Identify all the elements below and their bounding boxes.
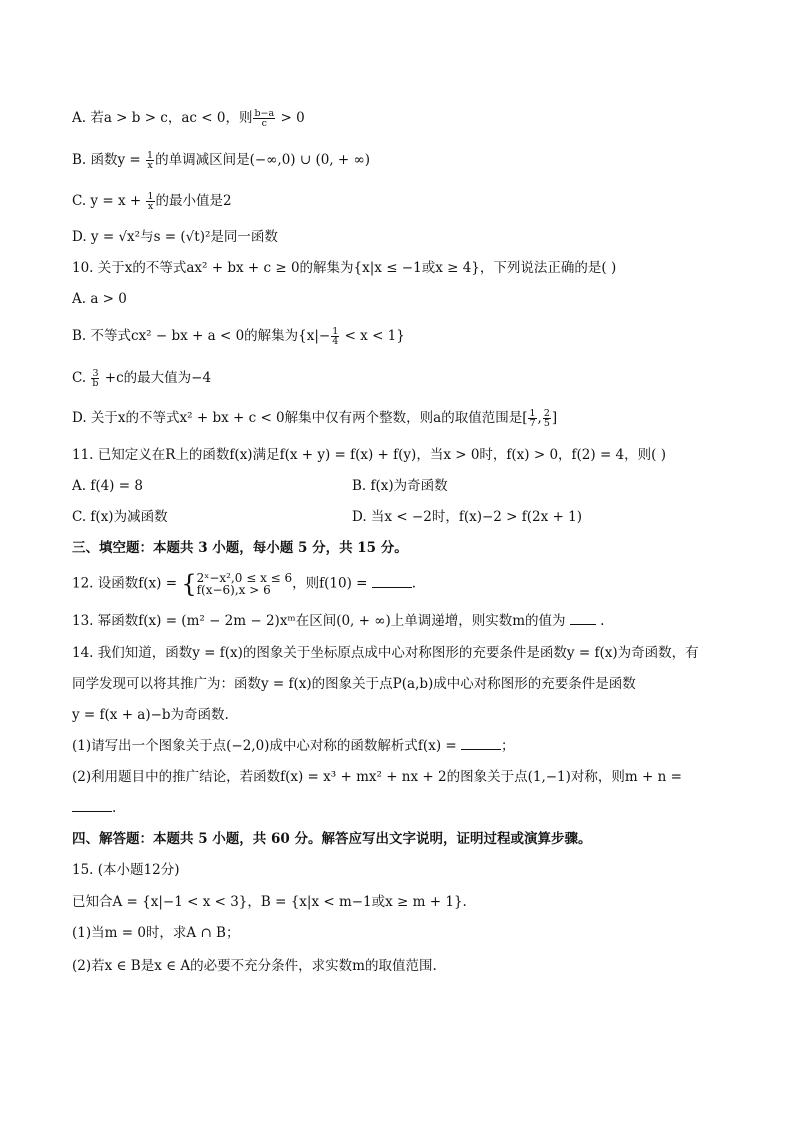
q14-line1: 14. 我们知道，函数y = f(x)的图象关于坐标原点成中心对称图形的充要条件是函数y = f(x)为奇函数，有 bbox=[72, 645, 699, 661]
fraction: $\frac{1}{7}$ bbox=[529, 408, 536, 429]
q10-option-c: C. $\frac{3}{b}$ +c的最大值为−4 bbox=[72, 368, 212, 389]
q15-sub1: (1)当m = 0时，求A ∩ B； bbox=[72, 925, 240, 941]
q11-option-a: A. f(4) = 8 bbox=[72, 478, 143, 494]
q14-line2: 同学发现可以将其推广为：函数y = f(x)的图象关于点P(a,b)成中心对称图形的充要条件是函数 bbox=[72, 676, 636, 692]
q9-option-d: D. y = √x²与s = (√t)²是同一函数 bbox=[72, 229, 278, 245]
q11-stem: 11. 已知定义在R上的函数f(x)满足f(x + y) = f(x) + f(y)，当x > 0时，f(x) > 0，f(2) = 4，则( ) bbox=[72, 447, 666, 463]
q10-option-b: B. 不等式cx² − bx + a < 0的解集为{x|− $\frac{1}{4}$ < x < 1} bbox=[72, 326, 405, 347]
q15-stem: 已知合A = {x|−1 < x < 3}，B = {x|x < m−1或x ≥ m + 1}. bbox=[72, 894, 467, 910]
q11-option-d: D. 当x < −2时，f(x)−2 > f(2x + 1) bbox=[352, 509, 582, 525]
q14-sub2: (2)利用题目中的推广结论，若函数f(x) = x³ + mx² + nx + 2的图象关于点(1,−1)对称，则m + n = bbox=[72, 769, 682, 785]
q9-option-a: A. 若a > b > c，ac < 0，则 $\frac{b-a}{c}$ > 0 bbox=[72, 108, 305, 129]
fraction: $\frac{3}{b}$ bbox=[92, 368, 99, 389]
fraction: $\frac{1}{x}$ bbox=[147, 191, 154, 212]
q13: 13. 幂函数f(x) = (m² − 2m − 2)xᵐ在区间(0, + ∞)上单调递增，则实数m的值为 . bbox=[72, 613, 605, 629]
q12: 12. 设函数f(x) = {2ˣ−x²,0 ≤ x ≤ 6 f(x−6),x > 6 ，则f(10) = . bbox=[72, 569, 417, 598]
answer-blank[interactable] bbox=[570, 612, 596, 625]
piecewise-cases: 2ˣ−x²,0 ≤ x ≤ 6 f(x−6),x > 6 bbox=[196, 571, 293, 597]
answer-blank[interactable] bbox=[72, 799, 112, 812]
fraction: $\frac{1}{4}$ bbox=[332, 326, 339, 347]
q14-line3: y = f(x + a)−b为奇函数. bbox=[72, 707, 229, 723]
q9-option-c: C. y = x + $\frac{1}{x}$ 的最小值是2 bbox=[72, 191, 232, 212]
q10-option-a: A. a > 0 bbox=[72, 291, 127, 307]
section-heading: 三、填空题：本题共 3 小题，每小题 5 分，共 15 分。 bbox=[72, 540, 408, 556]
fraction: $\frac{1}{x}$ bbox=[147, 150, 154, 171]
q11-option-c: C. f(x)为减函数 bbox=[72, 509, 168, 525]
q15-sub2: (2)若x ∈ B是x ∈ A的必要不充分条件，求实数m的取值范围. bbox=[72, 958, 437, 974]
q9-option-a-text: A. 若a > b > c，ac < 0，则 bbox=[72, 110, 253, 126]
q10-option-d: D. 关于x的不等式x² + bx + c < 0解集中仅有两个整数，则a的取值范围是[ $\frac{1}{7}$ , $\frac{2}{5}$ ] bbox=[72, 408, 558, 429]
answer-blank[interactable] bbox=[461, 737, 501, 750]
answer-blank[interactable] bbox=[372, 575, 412, 588]
q11-option-b: B. f(x)为奇函数 bbox=[352, 478, 448, 494]
q14-sub2-blank: . bbox=[72, 798, 754, 818]
piecewise-brace: { bbox=[181, 569, 197, 598]
q14-sub1: (1)请写出一个图象关于点(−2,0)成中心对称的函数解析式f(x) = ； bbox=[72, 738, 515, 754]
q10-stem: 10. 关于x的不等式ax² + bx + c ≥ 0的解集为{x|x ≤ −1或x ≥ 4}，下列说法正确的是( ) bbox=[72, 260, 617, 276]
q9-option-b: B. 函数y = $\frac{1}{x}$ 的单调减区间是(−∞,0) ∪ (0, + ∞) bbox=[72, 150, 370, 171]
section-heading: 四、解答题：本题共 5 小题，共 60 分。解答应写出文字说明，证明过程或演算步骤。 bbox=[72, 831, 592, 847]
q15-title: 15. (本小题12分) bbox=[72, 862, 180, 878]
fraction: $\frac{b-a}{c}$ bbox=[254, 108, 275, 129]
fraction: $\frac{2}{5}$ bbox=[543, 408, 550, 429]
